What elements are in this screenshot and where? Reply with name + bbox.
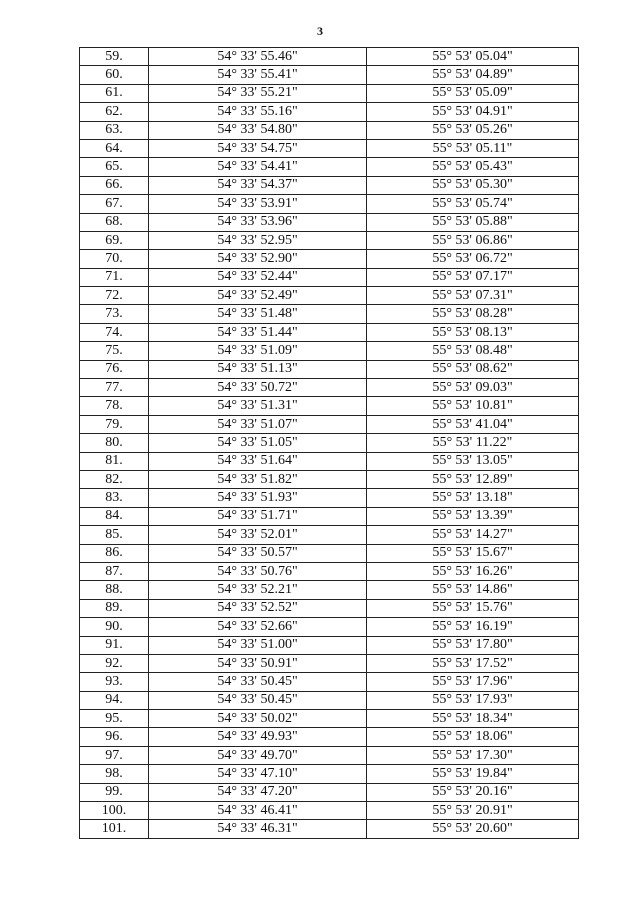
coordinates-table-body (80, 48, 579, 839)
point-number-cell: 101. (80, 820, 149, 838)
table-row (80, 231, 579, 249)
latitude-cell: 54° 33' 50.76" (149, 562, 367, 580)
latitude-cell: 54° 33' 47.10" (149, 765, 367, 783)
point-number-cell: 61. (80, 84, 149, 102)
longitude-cell: 55° 53' 19.84" (367, 765, 579, 783)
longitude-cell: 55° 53' 15.76" (367, 599, 579, 617)
latitude-cell: 54° 33' 53.96" (149, 213, 367, 231)
table-row (80, 323, 579, 341)
longitude-cell: 55° 53' 05.74" (367, 195, 579, 213)
table-row (80, 710, 579, 728)
latitude-cell: 54° 33' 52.01" (149, 526, 367, 544)
longitude-cell: 55° 53' 05.43" (367, 158, 579, 176)
latitude-cell: 54° 33' 51.07" (149, 415, 367, 433)
point-number-cell: 80. (80, 434, 149, 452)
longitude-cell: 55° 53' 05.30" (367, 176, 579, 194)
point-number-cell: 97. (80, 746, 149, 764)
longitude-cell: 55° 53' 08.13" (367, 323, 579, 341)
point-number-cell: 72. (80, 287, 149, 305)
latitude-cell: 54° 33' 52.52" (149, 599, 367, 617)
latitude-cell: 54° 33' 52.90" (149, 250, 367, 268)
table-row (80, 765, 579, 783)
table-row (80, 360, 579, 378)
longitude-cell: 55° 53' 08.62" (367, 360, 579, 378)
point-number-cell: 82. (80, 470, 149, 488)
point-number-cell: 99. (80, 783, 149, 801)
latitude-cell: 54° 33' 52.66" (149, 618, 367, 636)
latitude-cell: 54° 33' 52.49" (149, 287, 367, 305)
latitude-cell: 54° 33' 47.20" (149, 783, 367, 801)
point-number-cell: 96. (80, 728, 149, 746)
table-row (80, 654, 579, 672)
table-row (80, 84, 579, 102)
point-number-cell: 88. (80, 581, 149, 599)
longitude-cell: 55° 53' 10.81" (367, 397, 579, 415)
table-row (80, 562, 579, 580)
point-number-cell: 95. (80, 710, 149, 728)
point-number-cell: 92. (80, 654, 149, 672)
point-number-cell: 59. (80, 48, 149, 66)
latitude-cell: 54° 33' 53.91" (149, 195, 367, 213)
page-number: 3 (317, 24, 323, 38)
latitude-cell: 54° 33' 50.02" (149, 710, 367, 728)
longitude-cell: 55° 53' 17.52" (367, 654, 579, 672)
point-number-cell: 94. (80, 691, 149, 709)
latitude-cell: 54° 33' 50.45" (149, 673, 367, 691)
longitude-cell: 55° 53' 17.80" (367, 636, 579, 654)
longitude-cell: 55° 53' 13.05" (367, 452, 579, 470)
point-number-cell: 69. (80, 231, 149, 249)
table-row (80, 636, 579, 654)
table-row (80, 526, 579, 544)
table-row (80, 250, 579, 268)
latitude-cell: 54° 33' 50.57" (149, 544, 367, 562)
latitude-cell: 54° 33' 50.45" (149, 691, 367, 709)
table-row (80, 48, 579, 66)
point-number-cell: 85. (80, 526, 149, 544)
point-number-cell: 64. (80, 139, 149, 157)
latitude-cell: 54° 33' 51.64" (149, 452, 367, 470)
point-number-cell: 100. (80, 802, 149, 820)
latitude-cell: 54° 33' 49.70" (149, 746, 367, 764)
latitude-cell: 54° 33' 55.21" (149, 84, 367, 102)
longitude-cell: 55° 53' 07.17" (367, 268, 579, 286)
latitude-cell: 54° 33' 54.75" (149, 139, 367, 157)
table-row (80, 783, 579, 801)
latitude-cell: 54° 33' 52.21" (149, 581, 367, 599)
point-number-cell: 75. (80, 342, 149, 360)
longitude-cell: 55° 53' 09.03" (367, 379, 579, 397)
table-row (80, 158, 579, 176)
point-number-cell: 81. (80, 452, 149, 470)
point-number-cell: 89. (80, 599, 149, 617)
longitude-cell: 55° 53' 15.67" (367, 544, 579, 562)
longitude-cell: 55° 53' 06.72" (367, 250, 579, 268)
table-row (80, 176, 579, 194)
table-row (80, 581, 579, 599)
longitude-cell: 55° 53' 20.91" (367, 802, 579, 820)
table-row (80, 618, 579, 636)
table-row (80, 507, 579, 525)
longitude-cell: 55° 53' 05.88" (367, 213, 579, 231)
latitude-cell: 54° 33' 51.93" (149, 489, 367, 507)
latitude-cell: 54° 33' 51.71" (149, 507, 367, 525)
point-number-cell: 63. (80, 121, 149, 139)
point-number-cell: 71. (80, 268, 149, 286)
latitude-cell: 54° 33' 52.44" (149, 268, 367, 286)
latitude-cell: 54° 33' 55.16" (149, 103, 367, 121)
table-row (80, 305, 579, 323)
table-row (80, 415, 579, 433)
table-row (80, 287, 579, 305)
longitude-cell: 55° 53' 12.89" (367, 470, 579, 488)
latitude-cell: 54° 33' 46.41" (149, 802, 367, 820)
longitude-cell: 55° 53' 13.18" (367, 489, 579, 507)
point-number-cell: 70. (80, 250, 149, 268)
point-number-cell: 67. (80, 195, 149, 213)
point-number-cell: 91. (80, 636, 149, 654)
latitude-cell: 54° 33' 51.48" (149, 305, 367, 323)
latitude-cell: 54° 33' 51.31" (149, 397, 367, 415)
table-row (80, 544, 579, 562)
latitude-cell: 54° 33' 51.00" (149, 636, 367, 654)
longitude-cell: 55° 53' 06.86" (367, 231, 579, 249)
coordinates-table (79, 47, 579, 839)
longitude-cell: 55° 53' 11.22" (367, 434, 579, 452)
longitude-cell: 55° 53' 05.04" (367, 48, 579, 66)
table-row (80, 342, 579, 360)
longitude-cell: 55° 53' 05.26" (367, 121, 579, 139)
latitude-cell: 54° 33' 51.82" (149, 470, 367, 488)
table-row (80, 746, 579, 764)
point-number-cell: 83. (80, 489, 149, 507)
longitude-cell: 55° 53' 07.31" (367, 287, 579, 305)
table-row (80, 397, 579, 415)
longitude-cell: 55° 53' 13.39" (367, 507, 579, 525)
longitude-cell: 55° 53' 14.86" (367, 581, 579, 599)
table-row (80, 470, 579, 488)
longitude-cell: 55° 53' 05.09" (367, 84, 579, 102)
table-row (80, 121, 579, 139)
longitude-cell: 55° 53' 16.26" (367, 562, 579, 580)
table-row (80, 802, 579, 820)
longitude-cell: 55° 53' 41.04" (367, 415, 579, 433)
latitude-cell: 54° 33' 54.41" (149, 158, 367, 176)
point-number-cell: 65. (80, 158, 149, 176)
longitude-cell: 55° 53' 17.93" (367, 691, 579, 709)
longitude-cell: 55° 53' 05.11" (367, 139, 579, 157)
longitude-cell: 55° 53' 08.48" (367, 342, 579, 360)
point-number-cell: 77. (80, 379, 149, 397)
point-number-cell: 76. (80, 360, 149, 378)
table-row (80, 489, 579, 507)
table-row (80, 673, 579, 691)
latitude-cell: 54° 33' 52.95" (149, 231, 367, 249)
point-number-cell: 74. (80, 323, 149, 341)
latitude-cell: 54° 33' 54.80" (149, 121, 367, 139)
point-number-cell: 73. (80, 305, 149, 323)
point-number-cell: 98. (80, 765, 149, 783)
point-number-cell: 60. (80, 66, 149, 84)
table-row (80, 66, 579, 84)
table-row (80, 434, 579, 452)
longitude-cell: 55° 53' 17.30" (367, 746, 579, 764)
table-row (80, 268, 579, 286)
point-number-cell: 79. (80, 415, 149, 433)
table-row (80, 820, 579, 838)
table-row (80, 213, 579, 231)
table-row (80, 728, 579, 746)
point-number-cell: 68. (80, 213, 149, 231)
table-row (80, 195, 579, 213)
latitude-cell: 54° 33' 51.44" (149, 323, 367, 341)
latitude-cell: 54° 33' 51.13" (149, 360, 367, 378)
table-row (80, 139, 579, 157)
point-number-cell: 78. (80, 397, 149, 415)
longitude-cell: 55° 53' 20.60" (367, 820, 579, 838)
point-number-cell: 66. (80, 176, 149, 194)
longitude-cell: 55° 53' 08.28" (367, 305, 579, 323)
point-number-cell: 84. (80, 507, 149, 525)
longitude-cell: 55° 53' 16.19" (367, 618, 579, 636)
point-number-cell: 86. (80, 544, 149, 562)
latitude-cell: 54° 33' 54.37" (149, 176, 367, 194)
point-number-cell: 90. (80, 618, 149, 636)
longitude-cell: 55° 53' 04.91" (367, 103, 579, 121)
latitude-cell: 54° 33' 49.93" (149, 728, 367, 746)
latitude-cell: 54° 33' 51.09" (149, 342, 367, 360)
table-row (80, 599, 579, 617)
point-number-cell: 87. (80, 562, 149, 580)
table-row (80, 691, 579, 709)
point-number-cell: 62. (80, 103, 149, 121)
latitude-cell: 54° 33' 51.05" (149, 434, 367, 452)
point-number-cell: 93. (80, 673, 149, 691)
longitude-cell: 55° 53' 17.96" (367, 673, 579, 691)
latitude-cell: 54° 33' 55.46" (149, 48, 367, 66)
latitude-cell: 54° 33' 55.41" (149, 66, 367, 84)
longitude-cell: 55° 53' 14.27" (367, 526, 579, 544)
longitude-cell: 55° 53' 18.34" (367, 710, 579, 728)
table-row (80, 103, 579, 121)
longitude-cell: 55° 53' 04.89" (367, 66, 579, 84)
table-row (80, 379, 579, 397)
latitude-cell: 54° 33' 46.31" (149, 820, 367, 838)
longitude-cell: 55° 53' 20.16" (367, 783, 579, 801)
longitude-cell: 55° 53' 18.06" (367, 728, 579, 746)
table-row (80, 452, 579, 470)
latitude-cell: 54° 33' 50.91" (149, 654, 367, 672)
latitude-cell: 54° 33' 50.72" (149, 379, 367, 397)
